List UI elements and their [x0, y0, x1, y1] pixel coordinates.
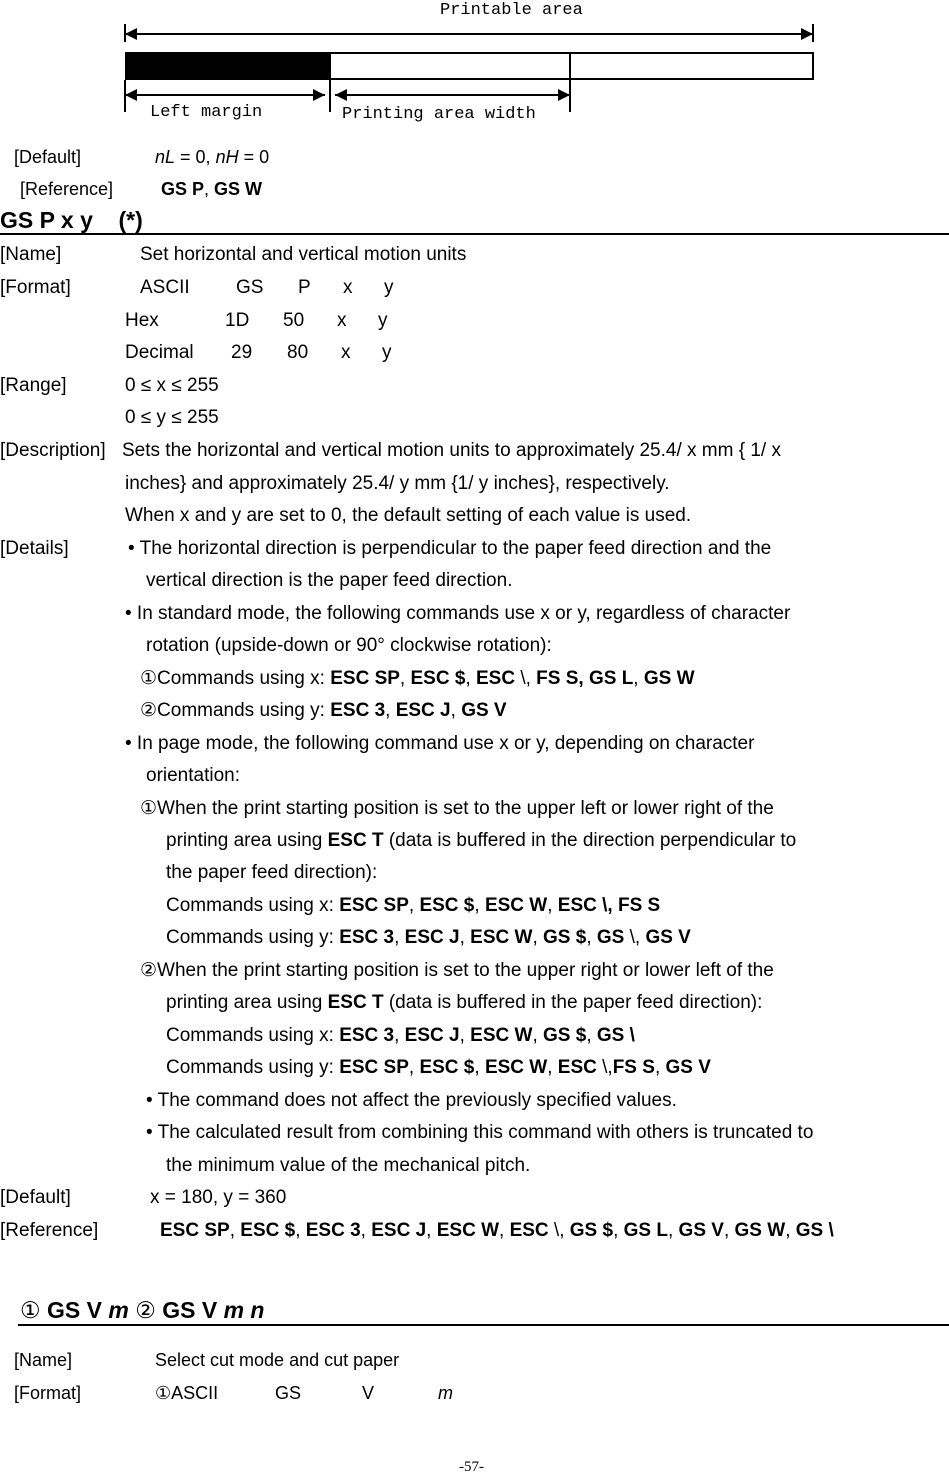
- gspxy-description-2: When x and y are set to 0, the default setting of each value is used.: [125, 505, 692, 526]
- gspxy-name: Set horizontal and vertical motion units: [140, 244, 467, 265]
- gspxy-description-1: inches} and approximately 25.4/ y mm {1/ y inches}, respectively.: [125, 473, 670, 494]
- left-margin-label: Left margin: [150, 103, 263, 122]
- detail-1b: vertical direction is the paper feed direction.: [146, 570, 513, 591]
- gsv-format-1: GS: [275, 1383, 302, 1403]
- format-dec-4: y: [382, 342, 392, 363]
- gspxy-description-label: [Description]: [0, 440, 106, 461]
- gsv-name-label: [Name]: [14, 1350, 73, 1370]
- detail-9a: ②When the print starting position is set to the upper right or lower left of the: [140, 960, 774, 981]
- detail-12: • The command does not affect the previously specified values.: [146, 1090, 677, 1111]
- gspxy-details-label: [Details]: [0, 538, 69, 559]
- detail-1a: • The horizontal direction is perpendicular to the paper feed direction and the: [128, 538, 772, 559]
- gspxy-default-label: [Default]: [0, 1187, 71, 1208]
- gspxy-name-label: [Name]: [0, 244, 62, 265]
- detail-3: ①Commands using x: ESC SP, ESC $, ESC \, FS S, GS L, GS W: [140, 668, 695, 689]
- gsw-default-value: nL = 0, nH = 0: [155, 147, 270, 167]
- gspxy-format-label: [Format]: [0, 277, 71, 298]
- detail-2a: • In standard mode, the following commands use x or y, regardless of character: [125, 603, 791, 624]
- detail-8: Commands using y: ESC 3, ESC J, ESC W, GS $, GS \, GS V: [166, 927, 691, 948]
- format-hex-4: y: [378, 310, 388, 331]
- detail-6c: the paper feed direction):: [166, 862, 378, 883]
- gsw-reference-value: GS P, GS W: [161, 179, 263, 199]
- detail-9b: printing area using ESC T (data is buffered in the paper feed direction):: [166, 992, 763, 1013]
- detail-5b: orientation:: [146, 765, 241, 786]
- printing-width-label: Printing area width: [342, 105, 536, 124]
- format-hex-0: Hex: [125, 310, 159, 331]
- gspxy-range-label: [Range]: [0, 375, 67, 396]
- gsv-name: Select cut mode and cut paper: [155, 1350, 400, 1370]
- format-hex-3: x: [337, 310, 347, 331]
- gspxy-reference: ESC SP, ESC $, ESC 3, ESC J, ESC W, ESC \, GS $, GS L, GS V, GS W, GS \: [160, 1220, 834, 1241]
- gsv-format-3: m: [438, 1383, 453, 1403]
- detail-4: ②Commands using y: ESC 3, ESC J, GS V: [140, 700, 507, 721]
- left-margin-bar: [125, 52, 330, 80]
- gsv-format-label: [Format]: [14, 1383, 82, 1403]
- format-dec-3: x: [341, 342, 351, 363]
- format-dec-2: 80: [287, 342, 309, 363]
- printable-area-diagram: [110, 0, 830, 130]
- format-hex-1: 1D: [225, 310, 250, 331]
- format-ascii-1: GS: [236, 277, 264, 298]
- gspxy-heading: GS P x y (*): [0, 207, 143, 233]
- detail-13a: • The calculated result from combining this command with others is truncated to: [146, 1122, 814, 1143]
- gspxy-range-y: 0 ≤ y ≤ 255: [125, 407, 219, 428]
- gspxy-default: x = 180, y = 360: [150, 1187, 287, 1208]
- detail-7: Commands using x: ESC SP, ESC $, ESC W, ESC \, FS S: [166, 895, 661, 916]
- format-ascii-2: P: [298, 277, 311, 298]
- detail-2b: rotation (upside-down or 90° clockwise rotation):: [146, 635, 552, 656]
- page-number: -57-: [459, 1459, 484, 1475]
- printing-area-bar: [330, 53, 813, 79]
- format-ascii-0: ASCII: [140, 277, 190, 298]
- gspxy-description-0: Sets the horizontal and vertical motion units to approximately 25.4/ x mm { 1/ x: [122, 440, 781, 461]
- detail-6a: ①When the print starting position is set to the upper left or lower right of the: [140, 798, 774, 819]
- format-hex-2: 50: [283, 310, 305, 331]
- gsw-default-label: [Default]: [14, 147, 82, 167]
- detail-11: Commands using y: ESC SP, ESC $, ESC W, ESC \,FS S, GS V: [166, 1057, 711, 1078]
- detail-13b: the minimum value of the mechanical pitch.: [166, 1155, 531, 1176]
- gspxy-reference-label: [Reference]: [0, 1220, 99, 1241]
- format-dec-0: Decimal: [125, 342, 194, 363]
- gsv-format-0: ①ASCII: [155, 1383, 219, 1403]
- detail-10: Commands using x: ESC 3, ESC J, ESC W, GS $, GS \: [166, 1025, 635, 1046]
- gsv-heading-rule: [18, 1324, 949, 1326]
- format-dec-1: 29: [231, 342, 253, 363]
- gspxy-range-x: 0 ≤ x ≤ 255: [125, 375, 219, 396]
- gsv-format-2: V: [362, 1383, 375, 1403]
- format-ascii-3: x: [343, 277, 353, 298]
- gspxy-heading-rule: [0, 233, 949, 235]
- diagram-title: Printable area: [440, 1, 583, 20]
- detail-6b: printing area using ESC T (data is buffered in the direction perpendicular to: [166, 830, 797, 851]
- gsv-heading: ① GS V m ② GS V m n: [20, 1297, 265, 1323]
- detail-5a: • In page mode, the following command use x or y, depending on character: [125, 733, 755, 754]
- format-ascii-4: y: [384, 277, 394, 298]
- gsw-reference-label: [Reference]: [20, 179, 114, 199]
